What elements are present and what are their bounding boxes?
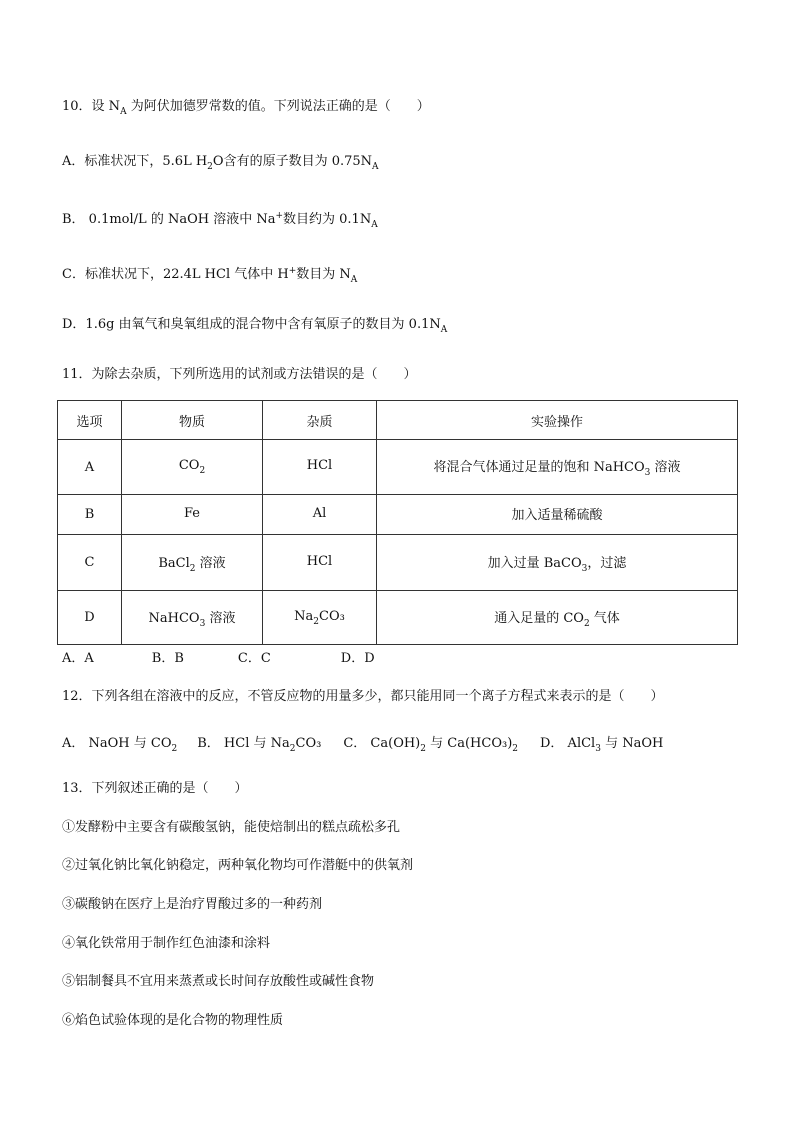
q13-item-4: ④氧化铁常用于制作红色油漆和涂料 — [62, 936, 271, 951]
row-impurity: $Na_2CO_3$ — [263, 591, 377, 645]
choice-b: B．B — [151, 651, 184, 666]
q11-choices — [62, 650, 375, 668]
q11-table — [57, 400, 738, 645]
table-row — [58, 591, 738, 645]
row-operation: 加入适量稀硫酸 — [377, 495, 738, 535]
table-row — [58, 495, 738, 535]
q12-option-b: B． HCl 与 $Na_2CO_3$ — [197, 736, 322, 754]
row-impurity: Al — [263, 495, 377, 535]
q13-item-3: ③碳酸钠在医疗上是治疗胃酸过多的一种药剂 — [62, 897, 323, 912]
row-option: D — [58, 591, 122, 645]
row-impurity: HCl — [263, 440, 377, 495]
choice-c: C．C — [237, 651, 271, 666]
table-header-operation: 实验操作 — [377, 401, 738, 440]
row-operation: 加入过量 BaCO$_3$，过滤 — [377, 535, 738, 591]
row-operation: 将混合气体通过足量的饱和 NaHCO$_3$ 溶液 — [377, 440, 738, 495]
table-header-impurity: 杂质 — [263, 401, 377, 440]
q10-option-a: A．标准状况下，5.6L $H_2O$含有的原子数目为 $0.75N_A$ — [62, 154, 379, 172]
q10-option-d: D．1.6g 由氧气和臭氧组成的混合物中含有氧原子的数目为 $0.1N_A$ — [62, 317, 448, 335]
q10-option-c: C．标准状况下，22.4L HCl 气体中 H+数目为 $N_A$ — [62, 266, 358, 285]
q13-item-2: ②过氧化钠比氧化钠稳定，两种氧化物均可作潜艇中的供氧剂 — [62, 858, 414, 873]
table-row — [58, 440, 738, 495]
q10-stem: 10．设 $N_A$ 为阿伏加德罗常数的值。下列说法正确的是（ ） — [62, 99, 430, 117]
q12-option-c: C． $Ca(OH)_2$ 与 $Ca(HCO_3)_2$ — [343, 736, 518, 754]
row-substance: $CO_2$ — [122, 440, 263, 495]
row-option: A — [58, 440, 122, 495]
q13-item-5: ⑤铝制餐具不宜用来蒸煮或长时间存放酸性或碱性食物 — [62, 974, 375, 989]
table-header-substance: 物质 — [122, 401, 263, 440]
choice-d: D．D — [340, 651, 375, 666]
row-substance: NaHCO$_3$ 溶液 — [122, 591, 263, 645]
row-impurity: HCl — [263, 535, 377, 591]
q13-item-1: ①发酵粉中主要含有碳酸氢钠，能使焙制出的糕点疏松多孔 — [62, 820, 401, 835]
row-substance: BaCl$_2$ 溶液 — [122, 535, 263, 591]
table-row — [58, 535, 738, 591]
q11-stem: 11．为除去杂质，下列所选用的试剂或方法错误的是（ ） — [62, 367, 417, 382]
row-option: C — [58, 535, 122, 591]
choice-a: A．A — [62, 651, 94, 666]
q13-item-6: ⑥焰色试验体现的是化合物的物理性质 — [62, 1013, 284, 1028]
q12-option-a: A． NaOH 与 $CO_2$ — [62, 736, 178, 754]
q13-stem: 13．下列叙述正确的是（ ） — [62, 781, 248, 796]
row-option: B — [58, 495, 122, 535]
q10-option-b: B． 0.1mol/L 的 NaOH 溶液中 Na+数目约为 $0.1N_A$ — [62, 211, 378, 230]
row-substance: Fe — [122, 495, 263, 535]
q12-stem: 12．下列各组在溶液中的反应，不管反应物的用量多少，都只能用同一个离子方程式来表示的是（ ） — [62, 689, 664, 704]
q12-options — [62, 735, 663, 758]
q12-option-d: D． AlCl$_3$ 与 NaOH — [540, 736, 664, 754]
row-operation: 通入足量的 $CO_2$ 气体 — [377, 591, 738, 645]
table-header-option: 选项 — [58, 401, 122, 440]
